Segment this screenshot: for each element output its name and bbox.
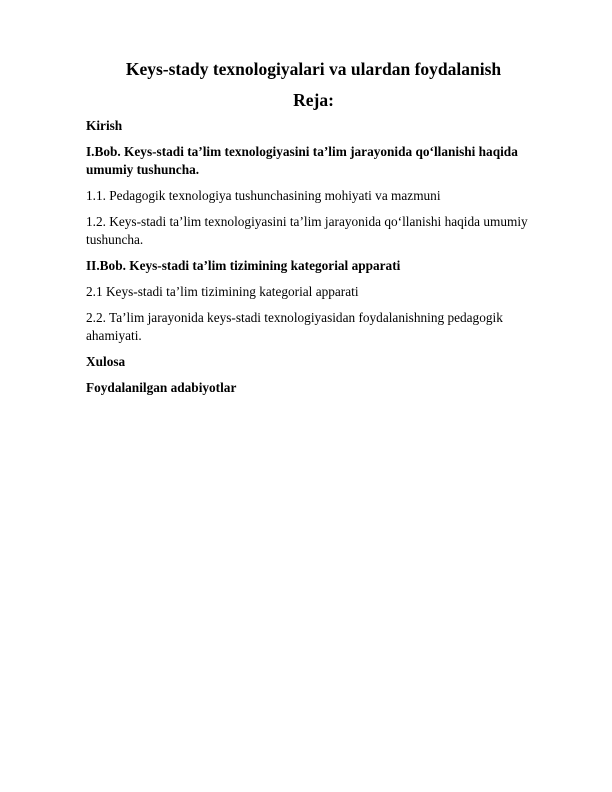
toc-item-references: Foydalanilgan adabiyotlar [86,380,237,395]
toc-item-chapter-2: II.Bob. Keys-stadi ta’lim tizimining kategorial apparati [86,258,401,273]
toc-item-section-1-1: 1.1. Pedagogik texnologiya tushunchasining mohiyati va mazmuni [86,188,441,203]
toc-item-section-2-2: 2.2. Ta’lim jarayonida keys-stadi texnologiyasidan foydalanishning pedagogik ahamiyati. [86,310,503,343]
toc-item-conclusion: Xulosa [86,354,126,369]
toc-item-chapter-1: I.Bob. Keys-stadi ta’lim texnologiyasini ta’lim jarayonida qo‘llanishi haqida umumiy tushuncha. [86,144,518,177]
plan-heading: Reja: [293,90,334,110]
document-content [86,58,541,405]
toc-item-introduction: Kirish [86,118,123,133]
table-of-contents [86,117,541,397]
toc-item-section-1-2: 1.2. Keys-stadi ta’lim texnologiyasini ta’lim jarayonida qo‘llanishi haqida umumiy tushuncha. [86,214,528,247]
toc-item-section-2-1: 2.1 Keys-stadi ta’lim tizimining kategorial apparati [86,284,359,299]
document-title: Keys-stady texnologiyalari va ulardan foydalanish [125,59,502,79]
